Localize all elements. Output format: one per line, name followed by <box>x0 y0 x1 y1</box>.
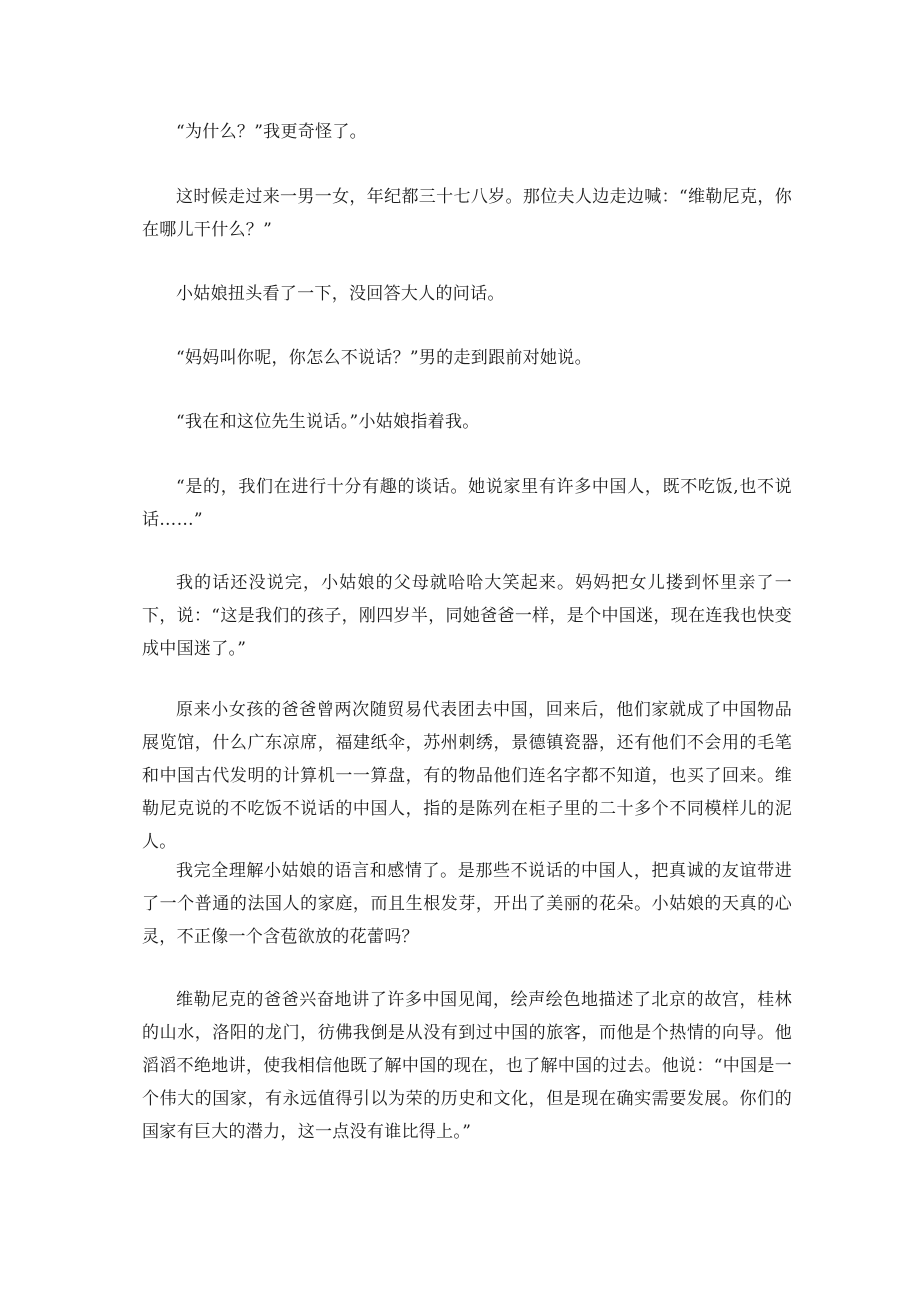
paragraph-3: 小姑娘扭头看了一下，没回答大人的问话。 <box>176 284 505 304</box>
paragraph-8: 原来小女孩的爸爸曾两次随贸易代表团去中国，回来后，他们家就成了中国物品展览馆，什么广东凉席，福建纸伞，苏州刺绣，景德镇瓷器，还有他们不会用的毛笔和中国古代发明的计算机一一算盘，有的物品他们连名字都不知道，也买了回来。维勒尼克说的不吃饭不说话的中国人，指的是陈列在柜子里的二十多个不同模样儿的泥人。 <box>142 700 792 852</box>
paragraph-7: 我的话还没说完，小姑娘的父母就哈哈大笑起来。妈妈把女儿搂到怀里亲了一下，说：“这是我们的孩子，刚四岁半，同她爸爸一样，是个中国迷，现在连我也快变成中国迷了。” <box>142 573 792 659</box>
paragraph-2: 这时候走过来一男一女，年纪都三十七八岁。那位夫人边走边喊：“维勒尼克，你在哪儿干什么？” <box>142 187 792 240</box>
paragraph-10: 维勒尼克的爸爸兴奋地讲了许多中国见闻，绘声绘色地描述了北京的故宫，桂林的山水，洛阳的龙门，彷佛我倒是从没有到过中国的旅客，而他是个热情的向导。他滔滔不绝地讲，使我相信他既了解中国的现在，也了解中国的过去。他说：“中国是一个伟大的国家，有永远值得引以为荣的历史和文化，但是现在确实需要发展。你们的国家有巨大的潜力，这一点没有谁比得上。” <box>142 990 792 1142</box>
paragraph-1: “为什么？”我更奇怪了。 <box>176 122 367 142</box>
paragraph-9: 我完全理解小姑娘的语言和感情了。是那些不说话的中国人，把真诚的友谊带进了一个普通的法国人的家庭，而且生根发芽，开出了美丽的花朵。小姑娘的天真的心灵，不正像一个含苞欲放的花蕾吗？ <box>142 861 792 947</box>
paragraph-4: “妈妈叫你呢，你怎么不说话？”男的走到跟前对她说。 <box>176 348 592 368</box>
paragraph-5: “我在和这位先生说话。”小姑娘指着我。 <box>176 412 480 432</box>
paragraph-6: “是的，我们在进行十分有趣的谈话。她说家里有许多中国人，既不吃饭,也不说话……” <box>142 477 792 530</box>
